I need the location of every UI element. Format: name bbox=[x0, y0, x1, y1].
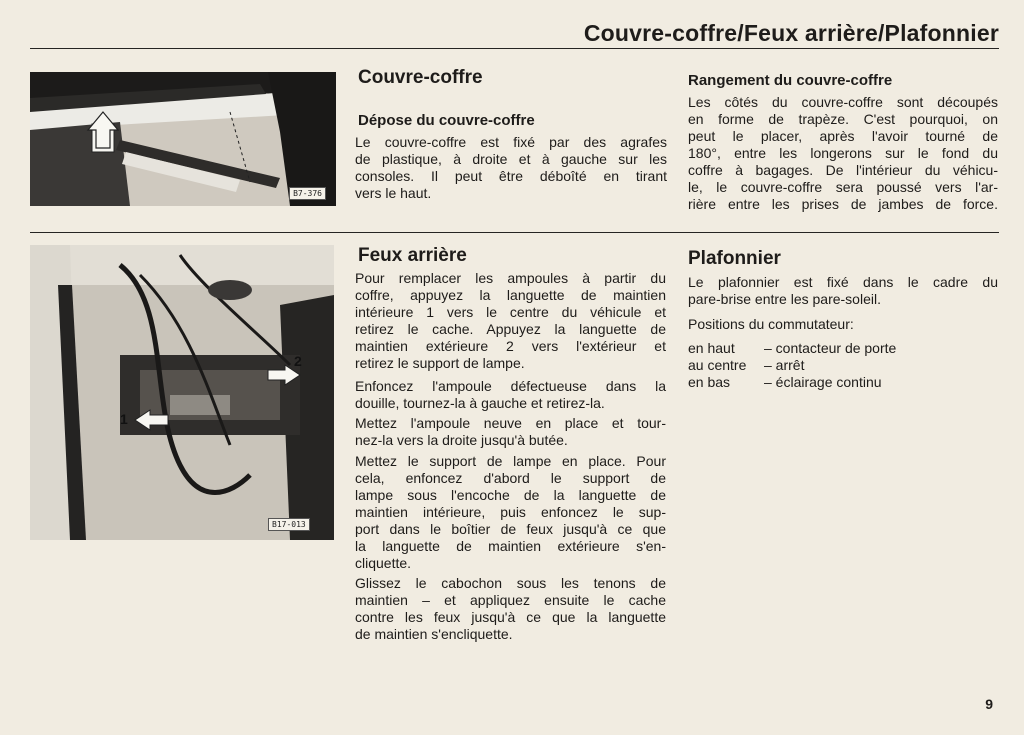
paragraph-feux-5 bbox=[355, 575, 666, 643]
photo-label-bottom: B17-013 bbox=[268, 518, 310, 531]
text-line: rière entre les prises de jambes de force. bbox=[688, 196, 998, 212]
paragraph-feux-4 bbox=[355, 453, 666, 572]
position-key: au centre bbox=[688, 357, 747, 373]
text-line: coffre à bagages. De l'intérieur du véhicu- bbox=[688, 162, 998, 178]
position-key: en haut bbox=[688, 340, 735, 356]
section-divider bbox=[30, 232, 999, 233]
text-line: cela, enfoncez d'abord le support de bbox=[355, 470, 666, 486]
text-line: de maintien s'encliquette. bbox=[355, 626, 513, 642]
page-number: 9 bbox=[985, 696, 993, 712]
photo-label-top: B7-376 bbox=[289, 187, 326, 200]
text-line: retirez le support de lampe. bbox=[355, 355, 525, 371]
paragraph-feux-3 bbox=[355, 415, 666, 449]
position-value: – contacteur de porte bbox=[764, 340, 897, 356]
positions-list bbox=[688, 340, 896, 391]
list-item bbox=[688, 374, 896, 391]
heading-rangement: Rangement du couvre-coffre bbox=[688, 72, 893, 89]
list-item bbox=[688, 357, 896, 374]
photo-rear-lights bbox=[30, 245, 334, 540]
text-line: consoles. Il peut être déboîté en tirant bbox=[355, 168, 667, 184]
text-line: coffre, appuyez la languette de maintien bbox=[355, 287, 666, 303]
text-line: Enfoncez l'ampoule défectueuse dans la bbox=[355, 378, 666, 394]
heading-plafonnier: Plafonnier bbox=[688, 248, 781, 269]
text-line: la languette de maintien extérieure s'en- bbox=[355, 538, 666, 554]
text-line: nez-la vers la droite jusqu'à butée. bbox=[355, 432, 568, 448]
header-rule bbox=[30, 48, 999, 49]
text-line: peut le placer, après l'avoir tourné de bbox=[688, 128, 998, 144]
text-line: Positions du commutateur: bbox=[688, 316, 854, 332]
text-line: cliquette. bbox=[355, 555, 412, 571]
position-value: – arrêt bbox=[764, 357, 805, 373]
text-line: le, le couvre-coffre sera poussé vers l'ar- bbox=[688, 179, 998, 195]
text-line: maintien – et appliquez ensuite le cache bbox=[355, 592, 666, 608]
paragraph-feux-2 bbox=[355, 378, 666, 412]
text-line: de plastique, à droite et à gauche sur les bbox=[355, 151, 667, 167]
photo-trunk-cover bbox=[30, 72, 336, 206]
text-line: 180°, entre les longerons sur le fond du bbox=[688, 145, 998, 161]
text-line: Le plafonnier est fixé dans le cadre du bbox=[688, 274, 998, 290]
text-line: Les côtés du couvre-coffre sont découpés bbox=[688, 94, 998, 110]
position-value: – éclairage continu bbox=[764, 374, 882, 390]
text-line: maintien intérieure, puis enfoncez le sup- bbox=[355, 504, 666, 520]
text-line: port dans le boîtier de feux jusqu'à ce que bbox=[355, 521, 666, 537]
list-item bbox=[688, 340, 896, 357]
text-line: retirez le cache. Appuyez la languette de bbox=[355, 321, 666, 337]
callout-1: 1 bbox=[120, 411, 128, 427]
text-line: contre les feux jusqu'à ce que la languette bbox=[355, 609, 666, 625]
text-line: intérieure 1 vers le centre du véhicule et bbox=[355, 304, 666, 320]
heading-couvre-coffre: Couvre-coffre bbox=[358, 67, 483, 88]
text-line: lampe sous l'encoche de la languette de bbox=[355, 487, 666, 503]
subheading-depose: Dépose du couvre-coffre bbox=[358, 112, 535, 129]
text-line: Pour remplacer les ampoules à partir du bbox=[355, 270, 666, 286]
text-line: vers le haut. bbox=[355, 185, 432, 201]
text-line: Le couvre-coffre est fixé par des agrafes bbox=[355, 134, 667, 150]
paragraph-plafonnier bbox=[688, 274, 998, 308]
paragraph-feux-1 bbox=[355, 270, 666, 372]
positions-title bbox=[688, 316, 998, 333]
text-line: Mettez l'ampoule neuve en place et tour- bbox=[355, 415, 666, 431]
callout-2: 2 bbox=[294, 353, 302, 369]
text-line: pare-brise entre les pare-soleil. bbox=[688, 291, 881, 307]
paragraph-rangement bbox=[688, 94, 998, 213]
text-line: maintien extérieure 2 vers l'extérieur et bbox=[355, 338, 666, 354]
text-line: Mettez le support de lampe en place. Pour bbox=[355, 453, 666, 469]
text-line: Glissez le cabochon sous les tenons de bbox=[355, 575, 666, 591]
page-title: Couvre-coffre/Feux arrière/Plafonnier bbox=[583, 20, 999, 46]
text-line: douille, tournez-la à gauche et retirez-la. bbox=[355, 395, 605, 411]
paragraph-depose bbox=[355, 134, 667, 202]
text-line: en forme de trapèze. C'est pourquoi, on bbox=[688, 111, 998, 127]
heading-feux-arriere: Feux arrière bbox=[358, 245, 467, 266]
position-key: en bas bbox=[688, 374, 731, 390]
